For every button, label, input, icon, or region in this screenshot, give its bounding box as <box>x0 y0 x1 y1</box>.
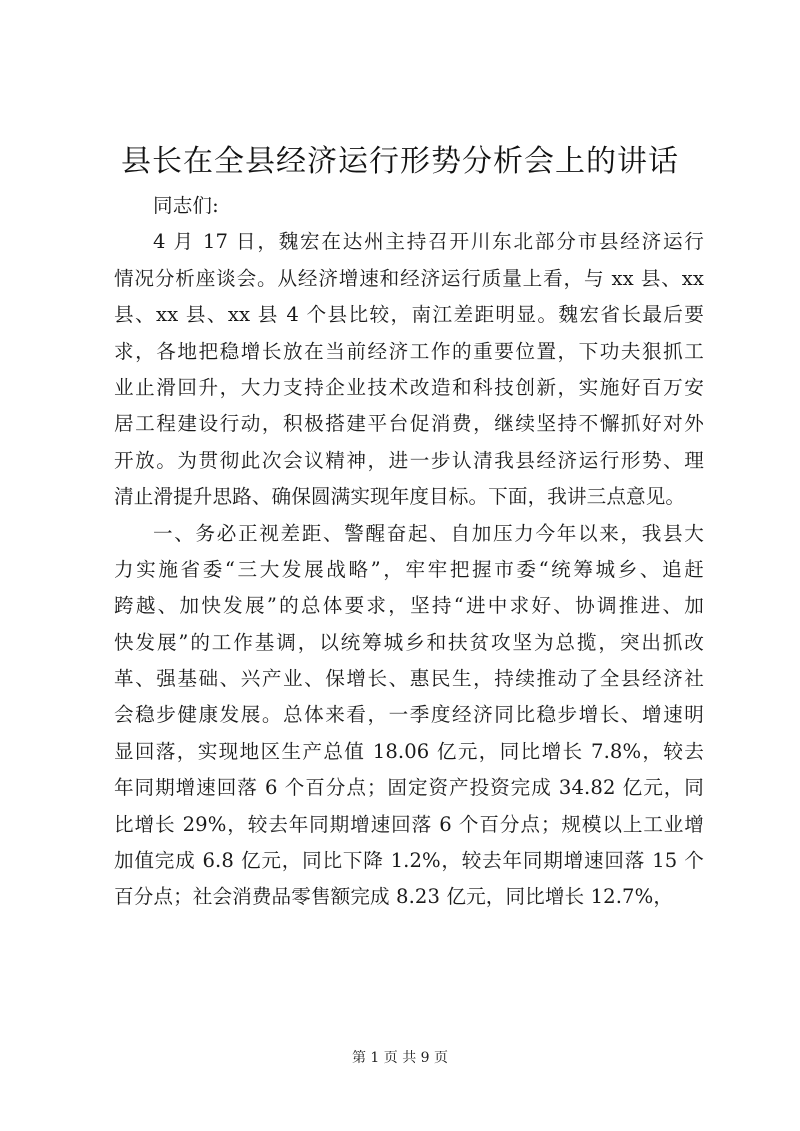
paragraph-line: 力实施省委“三大发展战略”，牢牢把握市委“统筹城乡、追赶 <box>114 557 704 581</box>
page-number-footer: 第 1 页 共 9 页 <box>351 1050 449 1066</box>
paragraph-line: 情况分析座谈会。从经济增速和经济运行质量上看，与 xx 县、xx <box>114 266 704 290</box>
salutation: 同志们: <box>153 194 219 217</box>
paragraph-line: 求，各地把稳增长放在当前经济工作的重要位置，下功夫狠抓工 <box>114 339 704 363</box>
paragraph-2 <box>114 516 704 916</box>
paragraph-line: 跨越、加快发展”的总体要求，坚持“进中求好、协调推进、加 <box>114 594 704 618</box>
paragraph-line: 百分点；社会消费品零售额完成 8.23 亿元，同比增长 12.7%， <box>114 885 674 909</box>
paragraph-line: 开放。为贯彻此次会议精神，进一步认清我县经济运行形势、理 <box>114 448 704 472</box>
paragraph-line: 加值完成 6.8 亿元，同比下降 1.2%，较去年同期增速回落 15 个 <box>114 849 704 873</box>
paragraph-line: 县、xx 县、xx 县 4 个县比较，南江差距明显。魏宏省长最后要 <box>114 303 704 327</box>
paragraph-line: 快发展”的工作基调，以统筹城乡和扶贫攻坚为总揽，突出抓改 <box>114 630 704 654</box>
paragraph-1 <box>114 224 704 515</box>
paragraph-line: 比增长 29%，较去年同期增速回落 6 个百分点；规模以上工业增 <box>114 812 704 836</box>
document-title: 县长在全县经济运行形势分析会上的讲话 <box>121 144 679 179</box>
document-body <box>114 188 704 916</box>
paragraph-line: 居工程建设行动，积极搭建平台促消费，继续坚持不懈抓好对外 <box>114 412 704 436</box>
paragraph-line: 年同期增速回落 6 个百分点；固定资产投资完成 34.82 亿元，同 <box>114 776 704 800</box>
paragraph-line: 4 月 17 日，魏宏在达州主持召开川东北部分市县经济运行 <box>153 230 704 254</box>
paragraph-line: 显回落，实现地区生产总值 18.06 亿元，同比增长 7.8%，较去 <box>114 739 704 763</box>
paragraph-line: 革、强基础、兴产业、保增长、惠民生，持续推动了全县经济社 <box>114 667 704 691</box>
paragraph-line: 会稳步健康发展。总体来看，一季度经济同比稳步增长、增速明 <box>114 703 704 727</box>
paragraph-line: 清止滑提升思路、确保圆满实现年度目标。下面，我讲三点意见。 <box>114 485 686 509</box>
paragraph-line: 业止滑回升，大力支持企业技术改造和科技创新，实施好百万安 <box>114 375 704 399</box>
paragraph-line: 一、务必正视差距、警醒奋起、自加压力今年以来，我县大 <box>153 521 704 545</box>
